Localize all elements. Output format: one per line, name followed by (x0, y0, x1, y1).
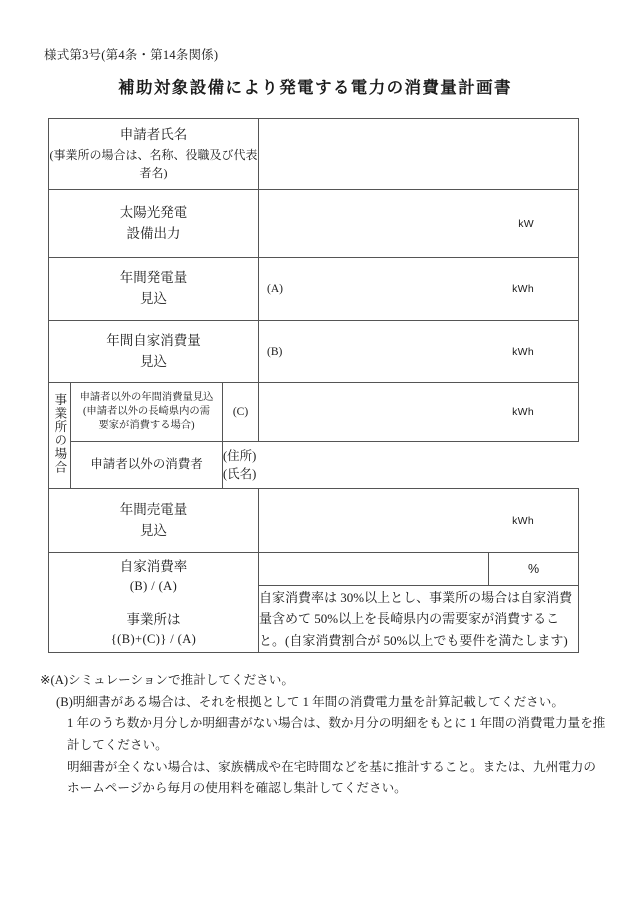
label-line2: 見込 (140, 353, 167, 369)
vertical-label-text: 事業所の場合 (52, 393, 67, 474)
table-row-business-consumer (49, 442, 579, 489)
table-row-applicant-name (49, 119, 579, 190)
marker-a: (A) (267, 283, 283, 295)
footnotes (40, 670, 606, 800)
value-annual-generation[interactable] (259, 258, 579, 321)
label-line2: 見込 (140, 522, 167, 538)
label-line1: 申請者以外の年間消費量見込 (79, 391, 214, 403)
ratio-label-line1: 自家消費率 (119, 558, 188, 574)
note-text: 自家消費率は 30%以上とし、事業所の場合は自家消費量含めて 50%以上を長崎県内の需要家が消費すること。(自家消費割合が 50%以上でも要件を満たします) (259, 590, 573, 648)
table-row-annual-sell (49, 489, 579, 553)
value-annual-sell[interactable] (259, 489, 579, 553)
row-label-other-consumer (71, 442, 223, 489)
unit-kwh: kWh (512, 406, 534, 418)
unit-kwh: kWh (512, 514, 534, 527)
unit-percent: % (527, 562, 540, 576)
table-row-business-other-consumption (49, 383, 579, 442)
unit-kw: kW (518, 217, 534, 230)
table-row-pv-capacity (49, 190, 579, 258)
footnote-line: (B)明細書がある場合は、それを根拠として 1 年間の消費電力量を計算記載してください。 (56, 694, 564, 709)
label-line3: 要家が消費する場合) (98, 420, 195, 432)
label-main: 申請者氏名 (119, 126, 188, 142)
row-label-annual-sell (49, 489, 259, 553)
label-sub: (事業所の場合は、名称、役職及び代表者名) (49, 147, 258, 181)
marker-c-cell (223, 383, 259, 442)
footnote-line: 明細書が全くない場合は、家族構成や在宅時間などを基に推計すること。または、九州電力の (67, 759, 596, 774)
form-number: 様式第3号(第4条・第14条関係) (44, 48, 219, 62)
unit-kwh: kWh (512, 283, 534, 295)
business-case-vertical-label (49, 383, 71, 489)
label-line1: 太陽光発電 (119, 204, 188, 220)
page-title: 補助対象設備により発電する電力の消費量計画書 (118, 78, 512, 97)
label-text: 申請者以外の消費者 (90, 457, 203, 472)
ratio-formula-1: (B) / (A) (129, 578, 178, 593)
row-label-pv-capacity (49, 190, 259, 258)
row-label-ratio (49, 553, 259, 653)
label-line1: 年間発電量 (119, 270, 188, 286)
table-row-ratio (49, 553, 579, 586)
ratio-label-line2: 事業所は (126, 611, 181, 627)
value-annual-self-consumption[interactable] (259, 321, 579, 383)
value-ratio[interactable] (259, 553, 489, 586)
consumption-plan-table (48, 118, 579, 653)
footnote-line: 計してください。 (67, 737, 168, 752)
row-label-applicant-name (49, 119, 259, 190)
ratio-requirement-note (259, 586, 579, 653)
value-other-consumption[interactable] (259, 383, 579, 442)
row-label-annual-generation (49, 258, 259, 321)
marker-b: (B) (267, 345, 283, 358)
unit-percent-cell (489, 553, 579, 586)
address-line: (住所) (223, 448, 257, 463)
label-line1: 年間売電量 (119, 501, 188, 517)
row-label-other-consumption (71, 383, 223, 442)
value-applicant-name[interactable] (259, 119, 579, 190)
unit-kwh: kWh (512, 345, 534, 358)
footnote-line: 1 年のうち数か月分しか明細書がない場合は、数か月分の明細をもとに 1 年間の消費電力量を推 (67, 716, 606, 731)
name-line: (氏名) (223, 467, 257, 481)
label-line1: 年間自家消費量 (106, 332, 201, 348)
label-line2: 設備出力 (126, 225, 181, 241)
value-pv-capacity[interactable] (259, 190, 579, 258)
table-row-annual-generation (49, 258, 579, 321)
footnote-line: ※(A)シミュレーションで推計してください。 (40, 673, 294, 687)
footnote-line: ホームページから毎月の使用料を確認し集計してください。 (67, 781, 407, 796)
table-row-annual-self-consumption (49, 321, 579, 383)
label-line2: 見込 (140, 291, 167, 306)
ratio-formula-2: {(B)+(C)} / (A) (110, 631, 197, 646)
marker-c: (C) (232, 406, 249, 418)
value-other-consumer[interactable] (223, 442, 579, 489)
row-label-annual-self-consumption (49, 321, 259, 383)
label-line2: (申請者以外の長崎県内の需 (83, 405, 210, 417)
